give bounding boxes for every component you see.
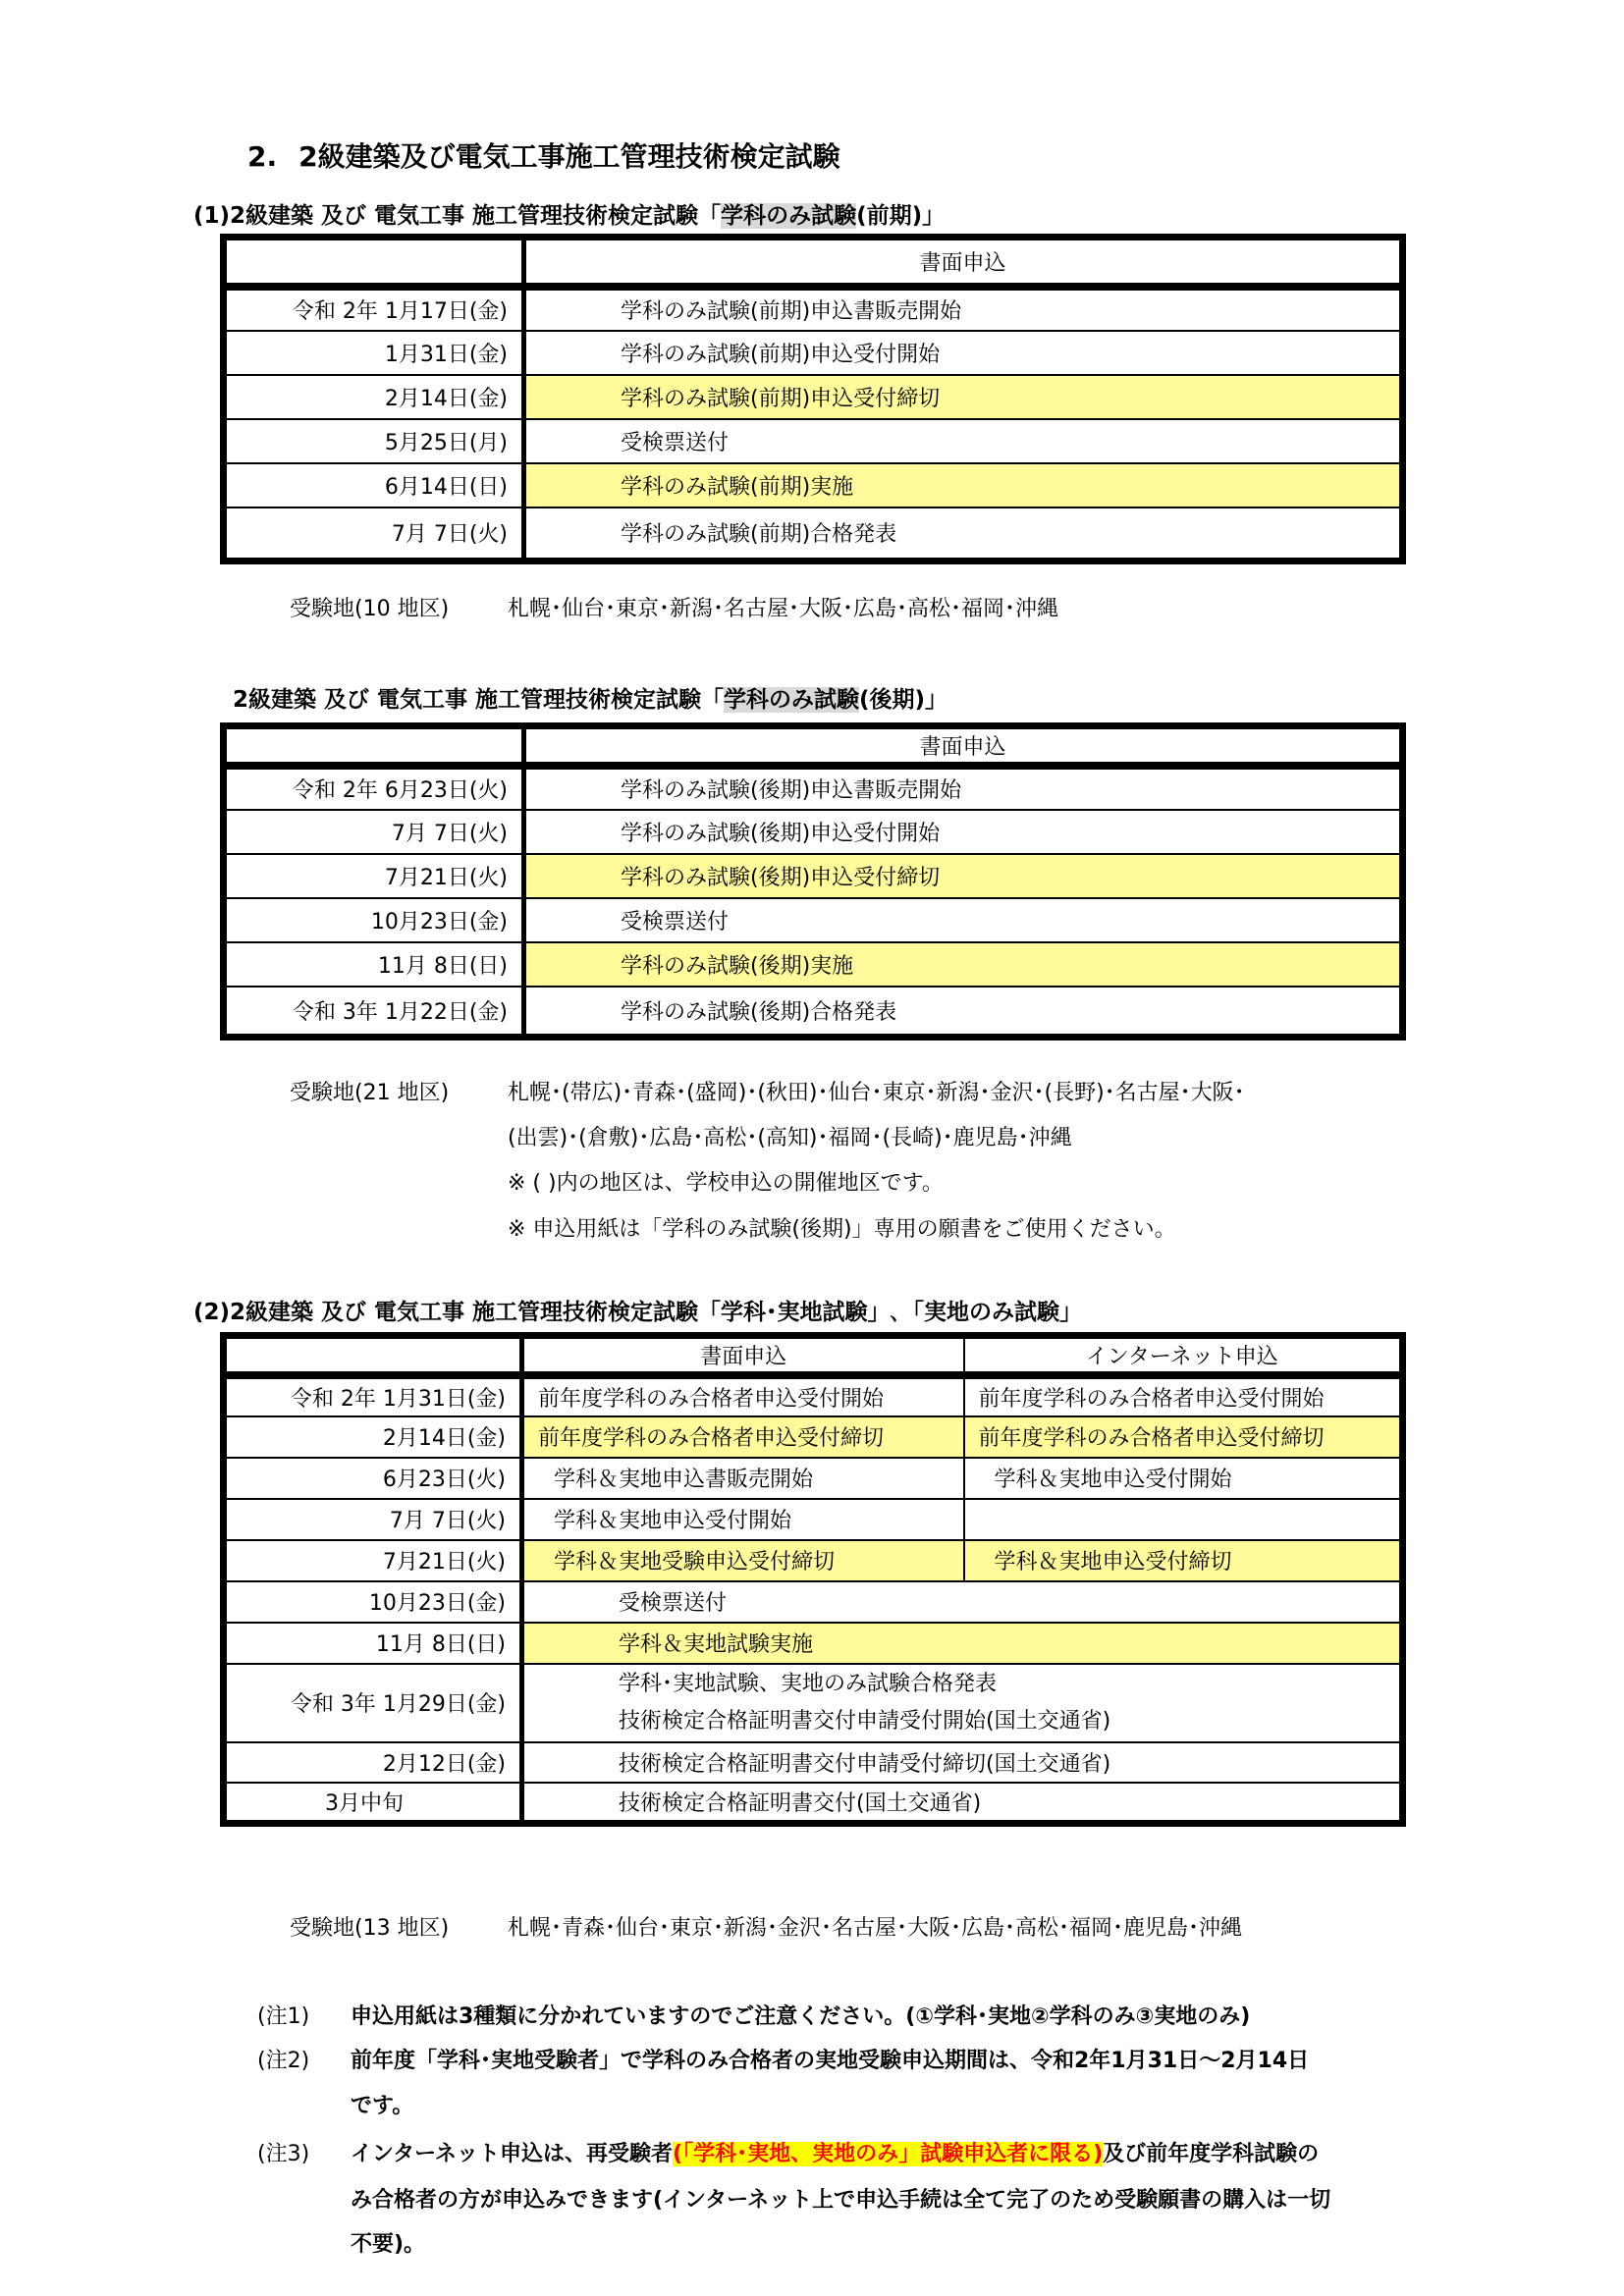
table-row <box>224 287 1403 331</box>
row-date: 令和 3年 1月29日(金) <box>224 1664 522 1742</box>
row-event-line: 学科･実地試験、実地のみ試験合格発表 <box>619 1671 998 1696</box>
row-event: 技術検定合格証明書交付申請受付締切(国土交通省) <box>522 1742 1403 1783</box>
table-row <box>224 1581 1403 1623</box>
row-event: 受検票送付 <box>524 898 1403 942</box>
schedule-table-early <box>220 234 1406 564</box>
section1-locations: 札幌･仙台･東京･新潟･名古屋･大阪･広島･高松･福岡･沖縄 <box>508 597 1059 621</box>
schedule-table-full <box>220 1332 1406 1827</box>
table-row <box>224 854 1403 898</box>
row-event: 受検票送付 <box>522 1581 1403 1623</box>
header-empty-cell <box>224 238 524 287</box>
schedule-table-late <box>220 722 1406 1041</box>
row-event-highlighted: 学科のみ試験(後期)実施 <box>524 942 1403 987</box>
table-row <box>224 1458 1403 1499</box>
section1-title-highlight: 学科のみ試験 <box>721 203 857 229</box>
table-row <box>224 419 1403 463</box>
table-row <box>224 463 1403 507</box>
row-date: 7月21日(火) <box>224 854 524 898</box>
row-internet-event: 前年度学科のみ合格者申込受付開始 <box>964 1375 1403 1416</box>
table-row <box>224 1416 1403 1458</box>
note3-label: (注3) <box>257 2142 310 2166</box>
page-heading <box>247 135 840 175</box>
section1b-title-highlight: 学科のみ試験 <box>724 687 860 713</box>
note3-after: 及び前年度学科試験の <box>1103 2142 1320 2166</box>
row-date: 令和 2年 6月23日(火) <box>224 766 524 810</box>
row-event-highlighted: 学科のみ試験(後期)申込受付締切 <box>524 854 1403 898</box>
note3-before: インターネット申込は、再受験者 <box>351 2142 674 2166</box>
table-row <box>224 810 1403 854</box>
section1b-title <box>233 681 947 714</box>
note3-text-line2: み合格者の方が申込みできます(インターネット上で申込手続は全て完了のため受験願書の購入は一切 <box>351 2188 1331 2213</box>
note3-text-line1 <box>351 2137 1319 2167</box>
row-event: 学科のみ試験(前期)申込書販売開始 <box>524 287 1403 331</box>
row-date: 2月12日(金) <box>224 1742 522 1783</box>
table-row <box>224 1623 1403 1664</box>
row-internet-event-highlighted: 前年度学科のみ合格者申込受付締切 <box>964 1416 1403 1458</box>
row-date: 10月23日(金) <box>224 1581 522 1623</box>
row-event: 学科のみ試験(前期)合格発表 <box>524 507 1403 561</box>
note2-text-line2: です。 <box>351 2094 414 2118</box>
row-date: 3月中旬 <box>224 1783 522 1824</box>
row-date: 令和 2年 1月17日(金) <box>224 287 524 331</box>
header-paper-application: 書面申込 <box>522 1336 964 1375</box>
table-row <box>224 507 1403 561</box>
table-row <box>224 1664 1403 1742</box>
note3-text-line3: 不要)。 <box>351 2232 426 2257</box>
note1-label: (注1) <box>257 2004 310 2029</box>
table-row <box>224 987 1403 1038</box>
row-date: 6月23日(火) <box>224 1458 522 1499</box>
row-event-highlighted: 学科＆実地試験実施 <box>522 1623 1403 1664</box>
row-paper-event: 前年度学科のみ合格者申込受付開始 <box>522 1375 964 1416</box>
row-paper-event: 学科＆実地申込書販売開始 <box>522 1458 964 1499</box>
table-header-row <box>224 238 1403 287</box>
table-row <box>224 1783 1403 1824</box>
note1-text: 申込用紙は3種類に分かれていますのでご注意ください。(①学科･実地②学科のみ③実地のみ) <box>351 2004 1251 2029</box>
section1b-note-form: ※ 申込用紙は「学科のみ試験(後期)」専用の願書をご使用ください。 <box>508 1217 1176 1242</box>
header-paper-application: 書面申込 <box>524 238 1403 287</box>
row-date: 1月31日(金) <box>224 331 524 375</box>
table-row <box>224 766 1403 810</box>
row-internet-event-empty <box>964 1499 1403 1540</box>
row-event-line: 技術検定合格証明書交付申請受付開始(国土交通省) <box>619 1708 1111 1734</box>
row-date: 11月 8日(日) <box>224 1623 522 1664</box>
row-internet-event-highlighted: 学科＆実地申込受付締切 <box>964 1540 1403 1581</box>
table-row <box>224 942 1403 987</box>
note3-red-highlight: (「学科･実地、実地のみ」試験申込者に限る) <box>673 2142 1104 2166</box>
header-paper-application: 書面申込 <box>524 726 1403 766</box>
table-header-row <box>224 726 1403 766</box>
row-date: 11月 8日(日) <box>224 942 524 987</box>
note2-text-line1: 前年度「学科･実地受験者」で学科のみ合格者の実地受験申込期間は、令和2年1月31日～2月14日 <box>351 2049 1310 2073</box>
row-date: 10月23日(金) <box>224 898 524 942</box>
section2-locations-label: 受験地(13 地区) <box>290 1916 450 1941</box>
table-row <box>224 1375 1403 1416</box>
row-event: 学科のみ試験(後期)合格発表 <box>524 987 1403 1038</box>
section1b-locations-label: 受験地(21 地区) <box>290 1081 450 1105</box>
table-row <box>224 375 1403 419</box>
row-internet-event: 学科＆実地申込受付開始 <box>964 1458 1403 1499</box>
table-row <box>224 331 1403 375</box>
note2-label: (注2) <box>257 2049 310 2073</box>
row-date: 7月21日(火) <box>224 1540 522 1581</box>
table-row <box>224 1540 1403 1581</box>
row-date: 6月14日(日) <box>224 463 524 507</box>
section2-locations: 札幌･青森･仙台･東京･新潟･金沢･名古屋･大阪･広島･高松･福岡･鹿児島･沖縄 <box>508 1916 1243 1941</box>
header-empty-cell <box>224 1336 522 1375</box>
header-internet-application: インターネット申込 <box>964 1336 1403 1375</box>
section2-title: (2)2級建築 及び 電気工事 施工管理技術検定試験「学科･実地試験」､「実地のみ試験」 <box>193 1300 1083 1325</box>
row-event: 学科のみ試験(後期)申込書販売開始 <box>524 766 1403 810</box>
table-row <box>224 1742 1403 1783</box>
row-event: 学科のみ試験(後期)申込受付開始 <box>524 810 1403 854</box>
row-date: 7月 7日(火) <box>224 810 524 854</box>
row-event-multiline <box>522 1664 1403 1742</box>
row-date: 令和 2年 1月31日(金) <box>224 1375 522 1416</box>
row-event-highlighted: 学科のみ試験(前期)申込受付締切 <box>524 375 1403 419</box>
row-event: 学科のみ試験(前期)申込受付開始 <box>524 331 1403 375</box>
section1-title-suffix: (前期)」 <box>856 203 946 229</box>
row-date: 2月14日(金) <box>224 375 524 419</box>
section1b-locations-line1: 札幌･(帯広)･青森･(盛岡)･(秋田)･仙台･東京･新潟･金沢･(長野)･名古屋･大阪･ <box>508 1081 1245 1105</box>
section1-title <box>193 197 945 230</box>
section1-title-prefix: (1)2級建築 及び 電気工事 施工管理技術検定試験「 <box>193 203 722 229</box>
table-row <box>224 898 1403 942</box>
table-header-row <box>224 1336 1403 1375</box>
section1b-title-suffix: (後期)」 <box>859 687 948 713</box>
row-event: 技術検定合格証明書交付(国土交通省) <box>522 1783 1403 1824</box>
section1-locations-label: 受験地(10 地区) <box>290 597 450 621</box>
row-date: 2月14日(金) <box>224 1416 522 1458</box>
section1b-title-prefix: 2級建築 及び 電気工事 施工管理技術検定試験「 <box>233 687 725 713</box>
section1b-note-parentheses: ※ ( )内の地区は、学校申込の開催地区です。 <box>508 1171 944 1196</box>
row-date: 7月 7日(火) <box>224 507 524 561</box>
row-date: 7月 7日(火) <box>224 1499 522 1540</box>
row-paper-event-highlighted: 学科＆実地受験申込受付締切 <box>522 1540 964 1581</box>
row-paper-event: 学科＆実地申込受付開始 <box>522 1499 964 1540</box>
row-paper-event-highlighted: 前年度学科のみ合格者申込受付締切 <box>522 1416 964 1458</box>
row-event: 受検票送付 <box>524 419 1403 463</box>
row-date: 令和 3年 1月22日(金) <box>224 987 524 1038</box>
table-row <box>224 1499 1403 1540</box>
section1b-locations-line2: (出雲)･(倉敷)･広島･高松･(高知)･福岡･(長崎)･鹿児島･沖縄 <box>508 1126 1072 1150</box>
row-event-highlighted: 学科のみ試験(前期)実施 <box>524 463 1403 507</box>
row-date: 5月25日(月) <box>224 419 524 463</box>
header-empty-cell <box>224 726 524 766</box>
heading-title: 2級建築及び電気工事施工管理技術検定試験 <box>298 140 840 173</box>
heading-number: 2. <box>247 140 278 173</box>
